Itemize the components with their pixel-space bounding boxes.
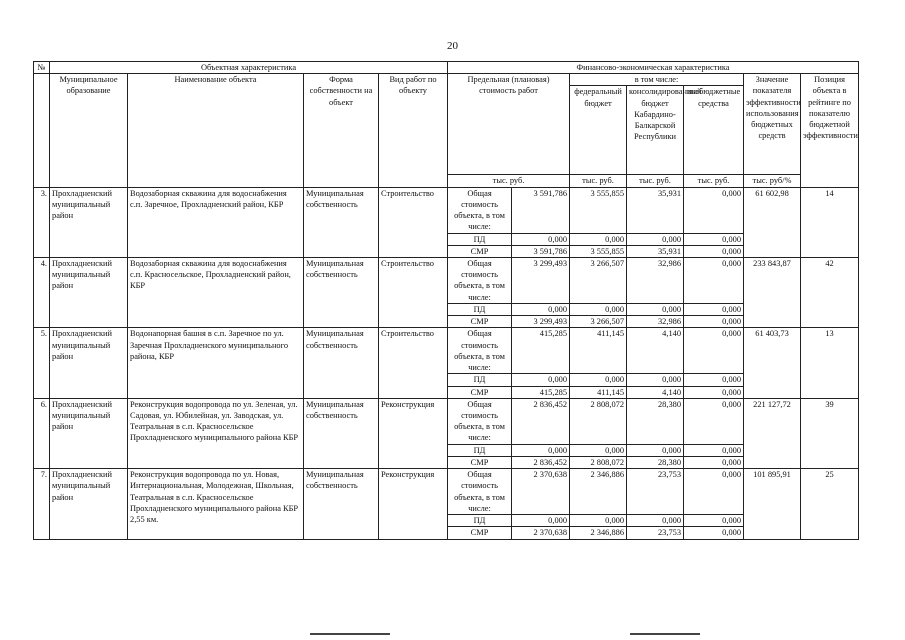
row-municipality: Прохладненский муниципальный район (50, 187, 128, 257)
row-pd-extra: 0,000 (684, 304, 744, 316)
row-pd-federal: 0,000 (570, 515, 627, 527)
row-smr-cost: 2 836,452 (512, 457, 570, 469)
row-work-type: Строительство (379, 187, 448, 257)
row-smr-federal: 3 555,855 (570, 245, 627, 257)
col-header-no: № (34, 62, 50, 74)
row-total-label: Общая стоимость объекта, в том числе: (448, 328, 512, 374)
row-total-federal: 411,145 (570, 328, 627, 374)
row-ownership: Муниципальная собственность (304, 328, 379, 398)
col-header-object-name: Наименование объекта (128, 74, 304, 187)
table-row (34, 398, 859, 444)
row-total-extra: 0,000 (684, 187, 744, 233)
row-pd-extra: 0,000 (684, 515, 744, 527)
row-total-cost: 2 836,452 (512, 398, 570, 444)
row-total-consolidated: 32,986 (627, 258, 684, 304)
row-smr-federal: 3 266,507 (570, 316, 627, 328)
row-pd-consolidated: 0,000 (627, 374, 684, 386)
row-rating: 14 (801, 187, 859, 257)
row-smr-label: СМР (448, 245, 512, 257)
row-total-cost: 3 299,493 (512, 258, 570, 304)
row-number: 5. (34, 328, 50, 398)
row-smr-cost: 2 370,638 (512, 527, 570, 539)
row-total-cost: 415,285 (512, 328, 570, 374)
row-object-name: Водозаборная скважина для водоснабжения с.п. Красносельское, Прохладненский район, КБР (128, 258, 304, 328)
row-total-extra: 0,000 (684, 398, 744, 444)
row-municipality: Прохладненский муниципальный район (50, 258, 128, 328)
row-smr-federal: 411,145 (570, 386, 627, 398)
row-municipality: Прохладненский муниципальный район (50, 398, 128, 468)
unit-cost: тыс. руб. (448, 175, 570, 187)
row-efficiency: 61 602,98 (744, 187, 801, 257)
row-pd-extra: 0,000 (684, 233, 744, 245)
row-total-label: Общая стоимость объекта, в том числе: (448, 398, 512, 444)
row-pd-cost: 0,000 (512, 233, 570, 245)
unit-consolidated: тыс. руб. (627, 175, 684, 187)
row-ownership: Муниципальная собственность (304, 398, 379, 468)
col-header-no-blank (34, 74, 50, 187)
row-object-name: Реконструкция водопровода по ул. Зеленая, ул. Садовая, ул. Юбилейная, ул. Заводская, ул. Театральная в с.п. Красносельское Прохладненского муниципального района КБР (128, 398, 304, 468)
row-smr-federal: 2 346,886 (570, 527, 627, 539)
row-smr-extra: 0,000 (684, 316, 744, 328)
row-work-type: Строительство (379, 328, 448, 398)
row-total-extra: 0,000 (684, 258, 744, 304)
row-object-name: Водозаборная скважина для водоснабжения с.п. Заречное, Прохладненский район, КБР (128, 187, 304, 257)
footer-rule (630, 633, 700, 635)
row-total-federal: 2 346,886 (570, 469, 627, 515)
row-ownership: Муниципальная собственность (304, 258, 379, 328)
row-efficiency: 101 895,91 (744, 469, 801, 539)
row-efficiency: 221 127,72 (744, 398, 801, 468)
row-total-label: Общая стоимость объекта, в том числе: (448, 187, 512, 233)
col-header-federal: федеральный бюджет (570, 86, 627, 175)
row-number: 6. (34, 398, 50, 468)
row-pd-consolidated: 0,000 (627, 444, 684, 456)
row-total-federal: 2 808,072 (570, 398, 627, 444)
row-pd-label: ПД (448, 233, 512, 245)
row-work-type: Реконструкция (379, 469, 448, 539)
table-row (34, 187, 859, 233)
row-pd-cost: 0,000 (512, 304, 570, 316)
row-smr-extra: 0,000 (684, 386, 744, 398)
row-pd-federal: 0,000 (570, 304, 627, 316)
row-smr-cost: 3 591,786 (512, 245, 570, 257)
row-smr-label: СМР (448, 386, 512, 398)
unit-federal: тыс. руб. (570, 175, 627, 187)
row-municipality: Прохладненский муниципальный район (50, 469, 128, 539)
row-smr-consolidated: 28,380 (627, 457, 684, 469)
row-rating: 39 (801, 398, 859, 468)
col-header-consolidated: консолидированный бюджет Кабардино-Балкарской Республики (627, 86, 684, 175)
row-pd-label: ПД (448, 515, 512, 527)
row-pd-federal: 0,000 (570, 444, 627, 456)
row-ownership: Муниципальная собственность (304, 469, 379, 539)
row-total-label: Общая стоимость объекта, в том числе: (448, 258, 512, 304)
row-efficiency: 61 403,73 (744, 328, 801, 398)
row-total-cost: 2 370,638 (512, 469, 570, 515)
row-smr-federal: 2 808,072 (570, 457, 627, 469)
row-pd-federal: 0,000 (570, 233, 627, 245)
row-smr-extra: 0,000 (684, 527, 744, 539)
row-total-consolidated: 28,380 (627, 398, 684, 444)
row-pd-cost: 0,000 (512, 374, 570, 386)
col-header-rating: Позиция объекта в рейтинге по показателю бюджетной эффективности (801, 74, 859, 187)
row-pd-cost: 0,000 (512, 444, 570, 456)
row-pd-federal: 0,000 (570, 374, 627, 386)
table-row (34, 328, 859, 374)
row-total-extra: 0,000 (684, 328, 744, 374)
row-object-name: Реконструкция водопровода по ул. Новая, Интернациональная, Молодежная, Школьная, Театральная в с.п. Красносельское Прохладненского муниципального района КБР 2,55 км. (128, 469, 304, 539)
table-row (34, 258, 859, 304)
table-body (34, 187, 859, 539)
row-object-name: Водонапорная башня в с.п. Заречное по ул. Заречная Прохладненского муниципального района, КБР (128, 328, 304, 398)
table-row (34, 469, 859, 515)
page-number: 20 (447, 40, 458, 52)
row-smr-consolidated: 4,140 (627, 386, 684, 398)
unit-efficiency: тыс. руб/% (744, 175, 801, 187)
row-number: 3. (34, 187, 50, 257)
col-header-cost: Предельная (плановая) стоимость работ (448, 74, 570, 175)
row-total-label: Общая стоимость объекта, в том числе: (448, 469, 512, 515)
col-header-including: в том числе: (570, 74, 744, 86)
row-total-consolidated: 35,931 (627, 187, 684, 233)
row-pd-extra: 0,000 (684, 444, 744, 456)
row-ownership: Муниципальная собственность (304, 187, 379, 257)
row-smr-cost: 415,285 (512, 386, 570, 398)
row-total-extra: 0,000 (684, 469, 744, 515)
col-header-extra-budget: внебюджетные средства (684, 86, 744, 175)
row-total-cost: 3 591,786 (512, 187, 570, 233)
row-smr-label: СМР (448, 527, 512, 539)
row-number: 7. (34, 469, 50, 539)
row-total-consolidated: 23,753 (627, 469, 684, 515)
row-municipality: Прохладненский муниципальный район (50, 328, 128, 398)
row-pd-cost: 0,000 (512, 515, 570, 527)
row-number: 4. (34, 258, 50, 328)
row-rating: 25 (801, 469, 859, 539)
row-rating: 42 (801, 258, 859, 328)
row-smr-consolidated: 35,931 (627, 245, 684, 257)
row-smr-cost: 3 299,493 (512, 316, 570, 328)
footer-rule (310, 633, 390, 635)
col-header-efficiency: Значение показателя эффективности использования бюджетных средств (744, 74, 801, 175)
row-pd-label: ПД (448, 374, 512, 386)
col-header-work-type: Вид работ по объекту (379, 74, 448, 187)
group-header-finance: Финансово-экономическая характеристика (448, 62, 859, 74)
row-pd-extra: 0,000 (684, 374, 744, 386)
row-pd-label: ПД (448, 304, 512, 316)
row-pd-consolidated: 0,000 (627, 233, 684, 245)
unit-extra: тыс. руб. (684, 175, 744, 187)
row-smr-label: СМР (448, 316, 512, 328)
col-header-ownership: Форма собственности на объект (304, 74, 379, 187)
row-smr-consolidated: 32,986 (627, 316, 684, 328)
group-header-object: Объектная характеристика (50, 62, 448, 74)
col-header-municipality: Муниципальное образование (50, 74, 128, 187)
object-finance-table (33, 61, 859, 540)
row-work-type: Строительство (379, 258, 448, 328)
row-pd-label: ПД (448, 444, 512, 456)
row-smr-extra: 0,000 (684, 457, 744, 469)
row-total-federal: 3 266,507 (570, 258, 627, 304)
row-smr-consolidated: 23,753 (627, 527, 684, 539)
row-efficiency: 233 843,87 (744, 258, 801, 328)
row-total-federal: 3 555,855 (570, 187, 627, 233)
row-pd-consolidated: 0,000 (627, 515, 684, 527)
row-work-type: Реконструкция (379, 398, 448, 468)
row-smr-label: СМР (448, 457, 512, 469)
row-smr-extra: 0,000 (684, 245, 744, 257)
row-total-consolidated: 4,140 (627, 328, 684, 374)
row-rating: 13 (801, 328, 859, 398)
row-pd-consolidated: 0,000 (627, 304, 684, 316)
